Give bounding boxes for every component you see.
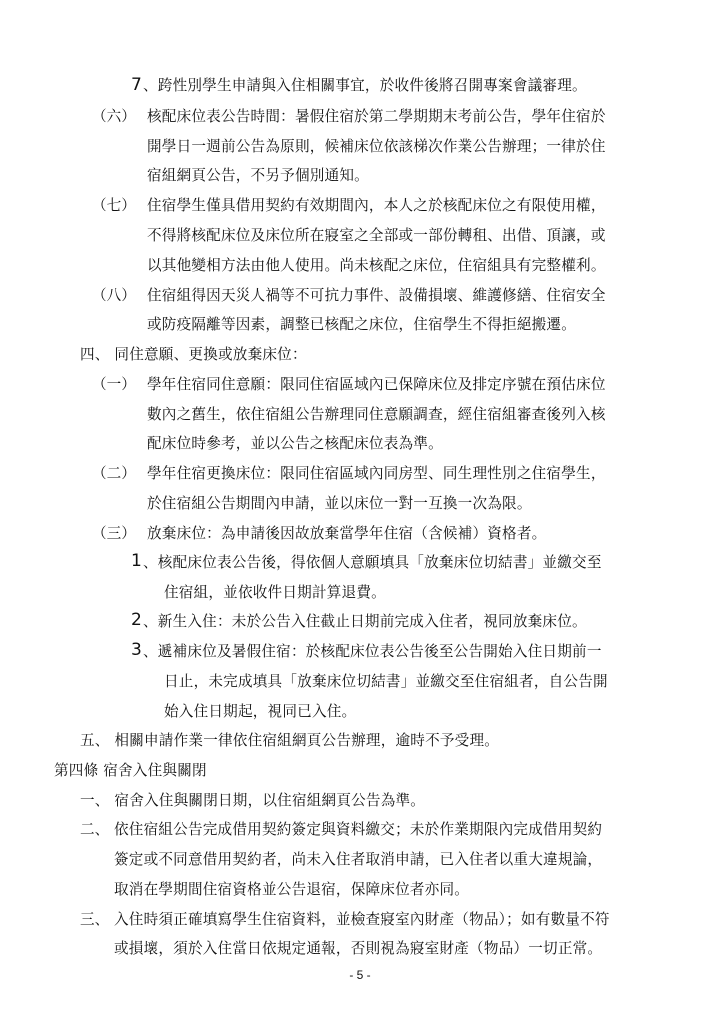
paragraph-line: 於住宿組公告期間內申請，並以床位一對一互換一次為限。 <box>147 495 532 512</box>
paragraph-line: 學年住宿更換床位：限同住宿區域內同房型、同生理性別之住宿學生， <box>147 465 606 482</box>
paragraph-line: 學年住宿同住意願：限同住宿區域內已保障床位及排定序號在預估床位 <box>147 376 606 393</box>
section-heading: 四、 同住意願、更換或放棄床位： <box>80 346 307 363</box>
paragraph-line: 不得將核配床位及床位所在寢室之全部或一部份轉租、出借、頂讓，或 <box>147 227 606 244</box>
item-label: （六） <box>92 108 136 125</box>
paragraph-line: 一、 宿舍入住與關閉日期，以住宿組網頁公告為準。 <box>80 792 426 809</box>
item-number: 1 <box>131 551 142 571</box>
paragraph-line: 核配床位表公告時間：暑假住宿於第二學期期末考前公告，學年住宿於 <box>147 108 606 125</box>
item-number: 7 <box>131 75 142 95</box>
paragraph-line: 宿組網頁公告，不另予個別通知。 <box>147 167 369 184</box>
article-heading: 第四條 宿舍入住與關閉 <box>54 762 207 779</box>
paragraph-line: 、遞補床位及暑假住宿：於核配床位表公告後至公告開始入住日期前一 <box>143 643 602 660</box>
paragraph-line: 、新生入住：未於公告入住截止日期前完成入住者，視同放棄床位。 <box>143 613 587 630</box>
paragraph-line: 日止，未完成填具「放棄床位切結書」並繳交至住宿組者，自公告開 <box>164 673 608 690</box>
paragraph-line: 開學日一週前公告為原則，候補床位依該梯次作業公告辦理；一律於住 <box>147 138 606 155</box>
paragraph-line: 始入住日期起，視同已入住。 <box>164 703 357 720</box>
paragraph-line: 或損壞，須於入住當日依規定通報，否則視為寢室財產（物品）一切正常。 <box>114 940 603 957</box>
paragraph-line: 住宿組得因天災人禍等不可抗力事件、設備損壞、維護修繕、住宿安全 <box>147 287 606 304</box>
paragraph-line: 、跨性別學生申請與入住相關事宜，於收件後將召開專案會議審理。 <box>143 77 587 94</box>
item-label: （三） <box>92 525 136 542</box>
item-label: （七） <box>92 197 136 214</box>
paragraph-line: 以其他變相方法由他人使用。尚未核配之床位，住宿組具有完整權利。 <box>147 257 606 274</box>
paragraph-line: 配床位時參考，並以公告之核配床位表為準。 <box>147 435 443 452</box>
paragraph-line: 簽定或不同意借用契約者，尚未入住者取消申請，已入住者以重大違規論， <box>114 851 603 868</box>
paragraph-line: 數內之舊生，依住宿組公告辦理同住意願調查，經住宿組審查後列入核 <box>147 406 606 423</box>
item-number: 2 <box>131 610 142 630</box>
item-label: （一） <box>92 376 136 393</box>
paragraph-line: 取消在學期間住宿資格並公告退宿，保障床位者亦同。 <box>114 881 470 898</box>
item-label: 二、 <box>80 821 110 838</box>
page-number: - 5 - <box>349 968 371 982</box>
paragraph-line: 放棄床位：為申請後因故放棄當學年住宿（含候補）資格者。 <box>147 525 547 542</box>
paragraph-line: 依住宿組公告完成借用契約簽定與資料繳交；未於作業期限內完成借用契約 <box>114 821 603 838</box>
item-label: （二） <box>92 465 136 482</box>
paragraph-line: 、核配床位表公告後，得依個人意願填具「放棄床位切結書」並繳交至 <box>143 554 602 571</box>
paragraph-line: 或防疫隔離等因素，調整已核配之床位，住宿學生不得拒絕搬遷。 <box>147 316 577 333</box>
paragraph-line: 住宿學生僅具借用契約有效期間內，本人之於核配床位之有限使用權， <box>147 197 606 214</box>
paragraph-line: 入住時須正確填寫學生住宿資料，並檢查寢室內財產（物品）；如有數量不符 <box>114 911 610 928</box>
section-heading: 五、 相關申請作業一律依住宿組網頁公告辦理，逾時不予受理。 <box>80 732 500 749</box>
paragraph-line: 住宿組，並依收件日期計算退費。 <box>164 584 386 601</box>
item-label: （八） <box>92 287 136 304</box>
item-number: 3 <box>131 640 142 660</box>
item-label: 三、 <box>80 911 110 928</box>
